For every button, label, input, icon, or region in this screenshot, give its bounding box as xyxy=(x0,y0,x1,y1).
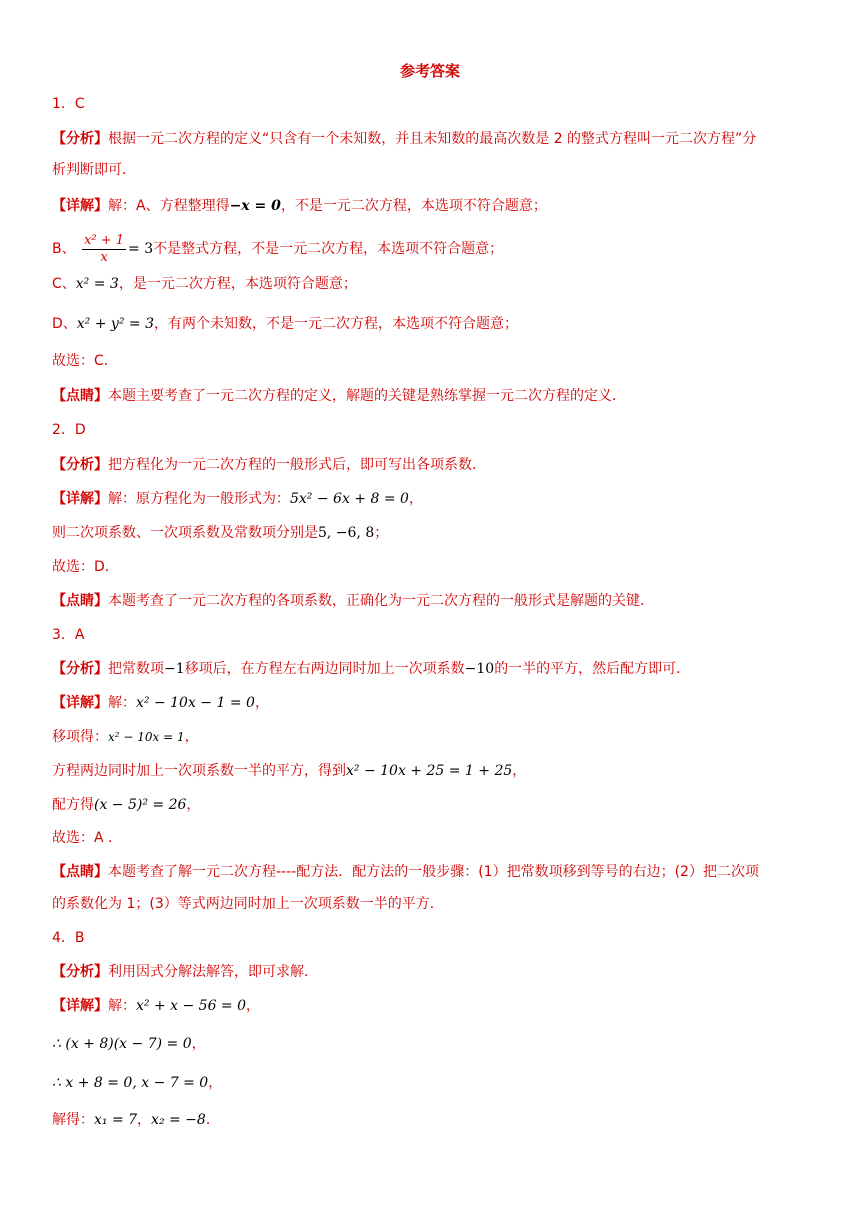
detail-text: 方程两边同时加上一次项系数一半的平方，得到 xyxy=(52,763,346,779)
q3-heading: 3．A xyxy=(52,627,85,643)
detail-text: ，有两个未知数，不是一元二次方程，本选项不符合题意； xyxy=(153,316,518,332)
math-expression: −x = 0 xyxy=(229,198,281,214)
analysis-text: 根据一元二次方程的定义“只含有一个未知数，并且未知数的最高次数是 2 的整式方程叫一元二次方程”分 xyxy=(108,131,757,147)
q3-point xyxy=(52,862,822,882)
q2-detail xyxy=(52,489,822,509)
detail-text: ， xyxy=(208,1075,223,1091)
point-text: 本题考查了一元二次方程的各项系数，正确化为一元二次方程的一般形式是解题的关键． xyxy=(108,593,654,609)
detail-text: 解：A、方程整理得 xyxy=(108,198,230,214)
math-expression: ∴ (x + 8)(x − 7) = 0 xyxy=(52,1036,192,1052)
q1-analysis-cont: 析判断即可． xyxy=(52,162,136,178)
option-label: D、 xyxy=(52,316,77,332)
math-expression: x² − 10x − 1 = 0 xyxy=(136,695,255,711)
point-text: 本题考查了解一元二次方程----配方法．配方法的一般步骤：(1）把常数项移到等号的右边；(2）把二次项 xyxy=(108,864,759,880)
q2-heading: 2．D xyxy=(52,422,86,438)
option-label: C、 xyxy=(52,276,76,292)
q3-square xyxy=(52,795,822,815)
detail-text: 移项得： xyxy=(52,729,108,745)
math-expression: x₁ = 7 xyxy=(94,1112,138,1128)
math-expression: x² − 10x = 1 xyxy=(108,730,185,744)
q3-add xyxy=(52,761,822,781)
math-expression: x² + x − 56 = 0 xyxy=(136,998,247,1014)
detail-text: ． xyxy=(205,1112,220,1128)
detail-text: ， xyxy=(408,491,423,507)
analysis-text: 的一半的平方，然后配方即可． xyxy=(494,661,691,677)
q4-solution xyxy=(52,1110,822,1130)
detail-text: 解得： xyxy=(52,1112,94,1128)
math-expression: x² + y² = 3 xyxy=(76,316,154,332)
q4-heading: 4．B xyxy=(52,930,85,946)
detail-text: ，是一元二次方程，本选项符合题意； xyxy=(118,276,357,292)
math-expression: 5, −6, 8 xyxy=(318,525,375,541)
detail-tag: 【详解】 xyxy=(52,998,108,1014)
detail-text: ， xyxy=(246,998,261,1014)
q1-detail-b xyxy=(52,232,822,266)
detail-text: 则二次项系数、一次项系数及常数项分别是 xyxy=(52,525,318,541)
detail-text: 解： xyxy=(108,695,136,711)
q1-analysis xyxy=(52,129,822,149)
fraction-denominator: x xyxy=(100,249,108,265)
q2-coefficients xyxy=(52,523,822,543)
analysis-tag: 【分析】 xyxy=(52,661,108,677)
detail-text: ， xyxy=(512,763,527,779)
q2-point xyxy=(52,591,822,611)
point-tag: 【点睛】 xyxy=(52,864,108,880)
detail-text: ， xyxy=(137,1112,152,1128)
detail-text: 配方得 xyxy=(52,797,94,813)
detail-text: 解： xyxy=(108,998,136,1014)
detail-text: ， xyxy=(184,729,199,745)
q1-detail-a xyxy=(52,196,822,216)
math-expression: −1 xyxy=(164,661,185,677)
detail-tag: 【详解】 xyxy=(52,198,108,214)
detail-text: ，不是一元二次方程，本选项不符合题意； xyxy=(280,198,547,214)
q1-heading: 1．C xyxy=(52,96,85,112)
math-expression: = 3 xyxy=(128,241,154,257)
math-expression: (x − 5)² = 26 xyxy=(94,797,187,813)
q4-analysis xyxy=(52,962,822,982)
analysis-text: 利用因式分解法解答，即可求解． xyxy=(108,964,318,980)
analysis-text: 把常数项 xyxy=(108,661,164,677)
math-expression: x² = 3 xyxy=(75,276,119,292)
q3-detail xyxy=(52,693,822,713)
detail-tag: 【详解】 xyxy=(52,695,108,711)
detail-text: 不是整式方程，不是一元二次方程，本选项不符合题意； xyxy=(153,241,504,257)
analysis-tag: 【分析】 xyxy=(52,131,108,147)
fraction xyxy=(82,233,126,266)
q1-detail-d xyxy=(52,314,822,334)
q3-point-cont: 的系数化为 1；(3）等式两边同时加上一次项系数一半的平方． xyxy=(52,896,444,912)
q3-analysis xyxy=(52,659,822,679)
q4-factor xyxy=(52,1034,822,1054)
detail-text: ， xyxy=(254,695,269,711)
q3-move xyxy=(52,727,822,747)
math-expression: ∴ x + 8 = 0, x − 7 = 0 xyxy=(52,1075,209,1091)
option-label: B、 xyxy=(52,241,76,257)
point-text: 本题主要考查了一元二次方程的定义，解题的关键是熟练掌握一元二次方程的定义． xyxy=(108,388,626,404)
q3-choice: 故选：A ． xyxy=(52,830,123,846)
detail-text: ， xyxy=(191,1036,206,1052)
detail-text: ； xyxy=(374,525,389,541)
analysis-text: 移项后，在方程左右两边同时加上一次项系数 xyxy=(184,661,465,677)
q1-point xyxy=(52,386,822,406)
q4-detail xyxy=(52,996,822,1016)
analysis-text: 把方程化为一元二次方程的一般形式后，即可写出各项系数． xyxy=(108,457,486,473)
point-tag: 【点睛】 xyxy=(52,593,108,609)
q1-choice: 故选：C． xyxy=(52,353,118,369)
q2-analysis xyxy=(52,455,822,475)
detail-text: 解：原方程化为一般形式为： xyxy=(108,491,290,507)
q4-split xyxy=(52,1073,822,1093)
math-expression: −10 xyxy=(464,661,495,677)
math-expression: x² − 10x + 25 = 1 + 25 xyxy=(346,763,513,779)
analysis-tag: 【分析】 xyxy=(52,964,108,980)
detail-text: ， xyxy=(186,797,201,813)
q2-choice: 故选：D． xyxy=(52,559,119,575)
q1-detail-c xyxy=(52,274,822,294)
math-expression: 5x² − 6x + 8 = 0 xyxy=(290,491,409,507)
point-tag: 【点睛】 xyxy=(52,388,108,404)
math-expression: x₂ = −8 xyxy=(151,1112,206,1128)
analysis-tag: 【分析】 xyxy=(52,457,108,473)
fraction-numerator: x² + 1 xyxy=(84,232,125,248)
detail-tag: 【详解】 xyxy=(52,491,108,507)
page-title: 参考答案 xyxy=(399,62,460,80)
